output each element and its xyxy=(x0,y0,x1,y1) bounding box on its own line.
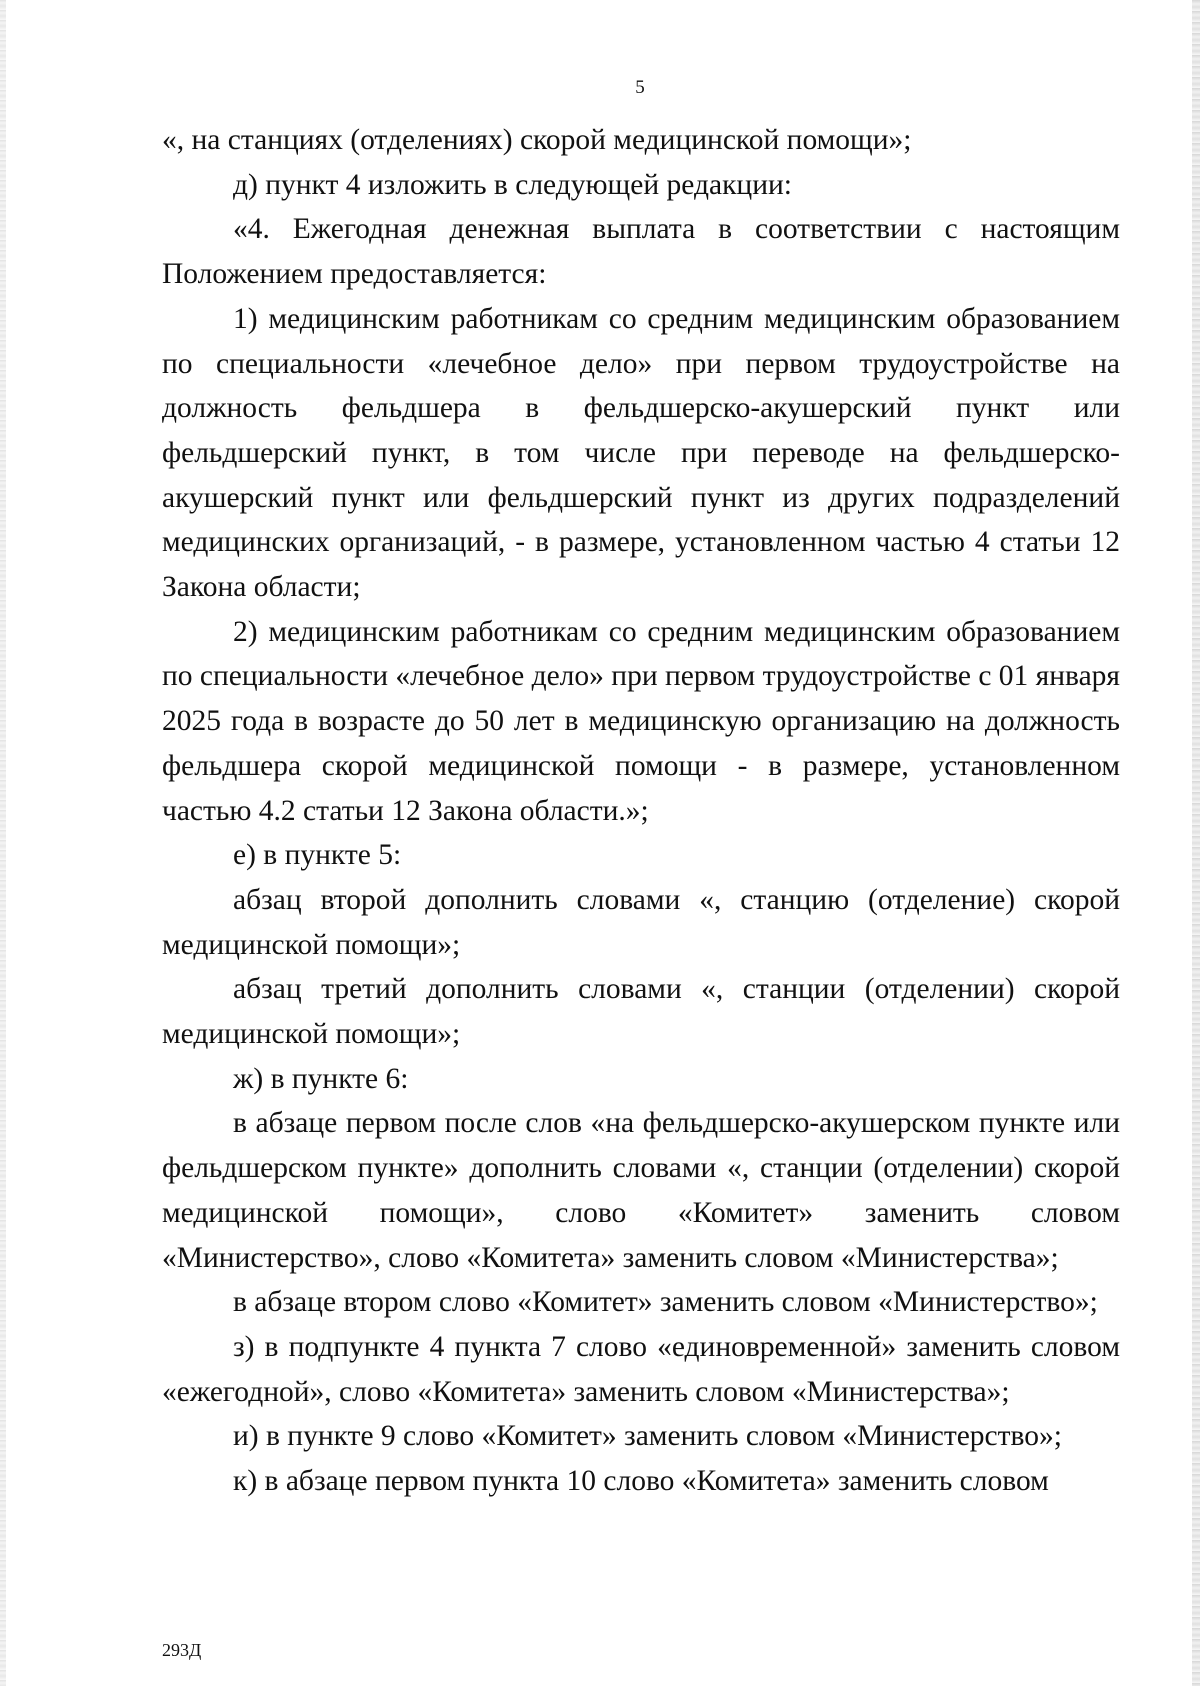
paragraph: 2) медицинским работникам со средним медицинским образованием по специальности «лечебное дело» при первом трудоустройстве с 01 января 2025 года в возрасте до 50 лет в медицинскую организацию на должность фельдшера скорой медицинской помощи - в размере, установленном частью 4.2 статьи 12 Закона области.»; xyxy=(162,615,1120,827)
paragraph: и) в пункте 9 слово «Комитет» заменить словом «Министерство»; xyxy=(233,1420,1062,1453)
paragraph: абзац третий дополнить словами «, станции (отделении) скорой медицинской помощи»; xyxy=(162,973,1120,1051)
paragraph: в абзаце втором слово «Комитет» заменить словом «Министерство»; xyxy=(233,1286,1098,1319)
document-code: 293Д xyxy=(162,1640,202,1660)
scan-edge-left xyxy=(0,0,6,1686)
paragraph: «4. Ежегодная денежная выплата в соответствии с настоящим Положением предоставляется: xyxy=(162,213,1120,291)
paragraph: «, на станциях (отделениях) скорой медицинской помощи»; xyxy=(162,124,912,156)
paragraph: 1) медицинским работникам со средним медицинским образованием по специальности «лечебное дело» при первом трудоустройстве на должность фельдшера в фельдшерско-акушерский пункт или фельдшерский пункт, в том числе при переводе на фельдшерско-акушерский пункт или фельдшерский пункт из других подразделений медицинских организаций, - в размере, установленном частью 4 статьи 12 Закона области; xyxy=(162,302,1120,604)
paragraph: в абзаце первом после слов «на фельдшерско-акушерском пункте или фельдшерском пункте» дополнить словами «, станции (отделении) скорой медицинской помощи», слово «Комитет» заменить словом «Министерство», слово «Комитета» заменить словом «Министерства»; xyxy=(162,1107,1120,1274)
paragraph: к) в абзаце первом пункта 10 слово «Комитета» заменить словом xyxy=(233,1465,1049,1498)
paragraph: е) в пункте 5: xyxy=(233,839,402,872)
paragraph: д) пункт 4 изложить в следующей редакции: xyxy=(233,168,792,201)
paragraph: з) в подпункте 4 пункта 7 слово «единовременной» заменить словом «ежегодной», слово «Комитета» заменить словом «Министерства»; xyxy=(162,1330,1120,1408)
paragraph: ж) в пункте 6: xyxy=(233,1062,409,1095)
document-body xyxy=(162,118,1120,1504)
paragraph: абзац второй дополнить словами «, станцию (отделение) скорой медицинской помощи»; xyxy=(162,883,1120,961)
scan-edge-right xyxy=(1192,0,1200,1686)
page-number: 5 xyxy=(635,77,645,98)
